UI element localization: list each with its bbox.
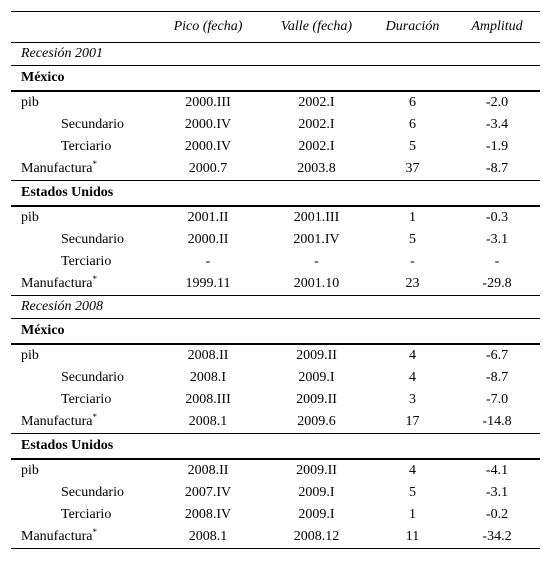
row-label-cell [11,411,154,434]
pico-cell: 2008.I [189,370,227,385]
table-row [11,459,540,482]
amplitud-cell: -29.8 [454,273,540,296]
table-row [11,411,540,434]
pico-cell: 2008.IV [184,507,232,522]
country-row [11,319,540,345]
valle-cell: 2009.II [296,348,337,363]
country-name: Estados Unidos [11,434,540,460]
section-row [11,296,540,319]
row-label-cell [11,91,154,114]
row-label-cell [11,389,154,411]
pico-cell: - [205,254,211,269]
valle-cell: 2009.6 [262,411,371,434]
valle-cell: 2009.I [298,370,335,385]
amplitud-cell: -3.1 [485,232,509,247]
duracion-cell: 17 [371,411,454,434]
amplitud-cell: -6.7 [485,348,509,363]
row-label: Secundario [61,485,124,500]
amplitud-cell: -34.2 [454,526,540,549]
amplitud-cell: -2.0 [485,95,509,110]
valle-cell: 2001.10 [262,273,371,296]
amplitud-cell: -4.1 [485,463,509,478]
amplitud-cell: -0.3 [485,210,509,225]
table-row [11,482,540,504]
header-cell-valle: Valle (fecha) [280,19,353,34]
row-label: Terciario [61,507,112,522]
duracion-cell: 4 [409,463,416,478]
pico-cell: 2007.IV [184,485,232,500]
country-row [11,66,540,92]
pico-cell: 1999.11 [154,273,262,296]
pico-cell: 2008.II [187,348,229,363]
row-label: Manufactura [21,414,93,429]
row-label: Terciario [61,392,112,407]
header-cell-pico: Pico (fecha) [173,19,243,34]
amplitud-cell: -3.4 [485,117,509,132]
section-title: Recesión 2001 [11,43,540,66]
table-row [11,273,540,296]
table-row [11,504,540,526]
row-label: pib [21,210,39,225]
row-label: pib [21,95,39,110]
pico-cell: 2000.II [187,232,229,247]
valle-cell: 2008.12 [262,526,371,549]
duracion-cell: 1 [409,507,416,522]
amplitud-cell: -1.9 [485,139,509,154]
pico-cell: 2008.1 [154,526,262,549]
table-row [11,344,540,367]
row-label: Secundario [61,232,124,247]
table-row [11,91,540,114]
row-label-cell [11,526,154,549]
amplitud-cell: -14.8 [454,411,540,434]
valle-cell: 2002.I [298,139,335,154]
valle-cell: 2009.II [296,392,337,407]
duracion-cell: 4 [409,348,416,363]
footnote-marker: * [92,274,98,284]
pico-cell: 2008.III [185,392,231,407]
recession-table-container [11,11,540,549]
amplitud-cell: -7.0 [485,392,509,407]
duracion-cell: 5 [409,485,416,500]
table-row [11,114,540,136]
country-name: Estados Unidos [11,181,540,207]
row-label: Secundario [61,117,124,132]
duracion-cell: 23 [371,273,454,296]
header-row [11,12,540,43]
row-label-cell [11,114,154,136]
pico-cell: 2000.III [185,95,231,110]
valle-cell: 2009.I [298,507,335,522]
table-row [11,367,540,389]
row-label: Manufactura [21,161,93,176]
header-cell-label [11,12,154,43]
duracion-cell: 5 [409,232,416,247]
table-row [11,526,540,549]
row-label-cell [11,136,154,158]
row-label: Manufactura [21,276,93,291]
duracion-cell: 37 [371,158,454,181]
duracion-cell: 5 [409,139,416,154]
table-row [11,389,540,411]
table-body [11,43,540,549]
row-label-cell [11,251,154,273]
country-row [11,181,540,207]
footnote-marker: * [92,527,98,537]
row-label: Manufactura [21,529,93,544]
amplitud-cell: - [494,254,500,269]
table-row [11,229,540,251]
pico-cell: 2000.IV [184,117,232,132]
country-name: México [11,66,540,92]
amplitud-cell: -0.2 [485,507,509,522]
duracion-cell: 3 [409,392,416,407]
country-name: México [11,319,540,345]
section-row [11,43,540,66]
row-label: Terciario [61,139,112,154]
valle-cell: 2002.I [298,117,335,132]
row-label: pib [21,348,39,363]
valle-cell: 2003.8 [262,158,371,181]
duracion-cell: 6 [409,117,416,132]
row-label-cell [11,459,154,482]
row-label-cell [11,504,154,526]
pico-cell: 2000.IV [184,139,232,154]
recession-table [11,11,540,549]
row-label-cell [11,229,154,251]
valle-cell: - [314,254,319,269]
section-title: Recesión 2008 [11,296,540,319]
pico-cell: 2001.II [187,210,229,225]
valle-cell: 2002.I [298,95,335,110]
table-row [11,206,540,229]
header-cell-amplitud: Amplitud [471,19,523,34]
pico-cell: 2000.7 [154,158,262,181]
row-label: Terciario [61,254,112,269]
amplitud-cell: -8.7 [485,370,509,385]
valle-cell: 2001.III [293,210,340,225]
duracion-cell: 11 [371,526,454,549]
amplitud-cell: -8.7 [454,158,540,181]
country-row [11,434,540,460]
footnote-marker: * [92,159,98,169]
amplitud-cell: -3.1 [485,485,509,500]
row-label-cell [11,158,154,181]
row-label-cell [11,206,154,229]
duracion-cell: - [410,254,415,269]
row-label-cell [11,482,154,504]
row-label: pib [21,463,39,478]
row-label-cell [11,344,154,367]
pico-cell: 2008.II [187,463,229,478]
table-row [11,251,540,273]
table-row [11,136,540,158]
row-label: Secundario [61,370,124,385]
valle-cell: 2009.I [298,485,335,500]
footnote-marker: * [92,412,98,422]
table-row [11,158,540,181]
row-label-cell [11,273,154,296]
duracion-cell: 6 [409,95,416,110]
row-label-cell [11,367,154,389]
table-header [11,12,540,43]
pico-cell: 2008.1 [154,411,262,434]
header-cell-duracion: Duración [385,19,440,34]
duracion-cell: 1 [409,210,416,225]
valle-cell: 2001.IV [293,232,340,247]
valle-cell: 2009.II [296,463,337,478]
duracion-cell: 4 [409,370,416,385]
